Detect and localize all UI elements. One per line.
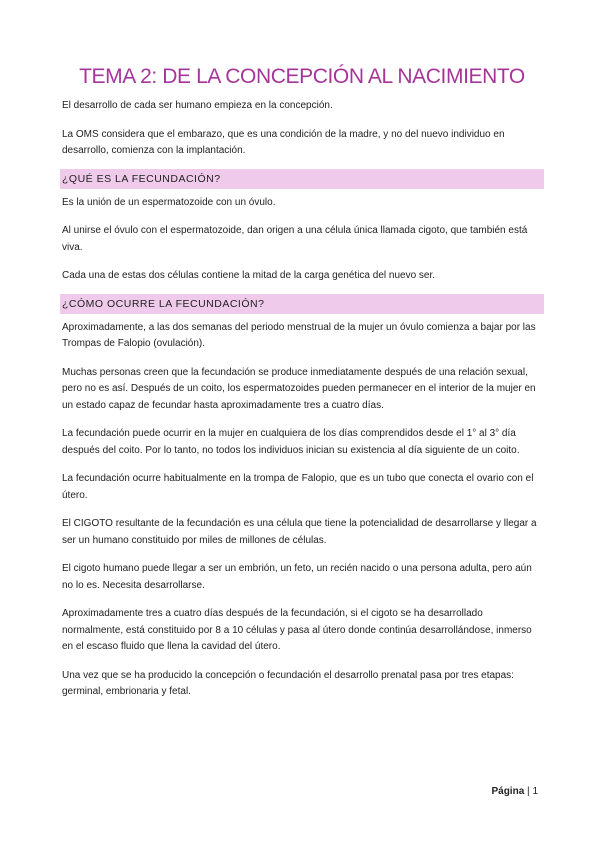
section1-paragraph: Es la unión de un espermatozoide con un óvulo. [62,196,276,208]
section2-paragraph: El CIGOTO resultante de la fecundación es una célula que tiene la potencialidad de desarrollarse y llegar a ser un humano constituido por miles de millones de células. [62,518,537,546]
section1-paragraph: Al unirse el óvulo con el espermatozoide, dan origen a una célula única llamada cigoto, que también está viva. [62,225,528,253]
section2-paragraph: Aproximadamente tres a cuatro días después de la fecundación, si el cigoto se ha desarrollado normalmente, está constituido por 8 a 10 células y pasa al útero donde continúa desarrollándose, inmerso en el escaso fluido que llena la cavidad del útero. [62,608,532,652]
intro-paragraph: El desarrollo de cada ser humano empieza en la concepción. [62,100,333,111]
section2-paragraph: Muchas personas creen que la fecundación se produce inmediatamente después de una relación sexual, pero no es así. Después de un coito, los espermatozoides pueden permanecer en el interior de la mujer en un estado capaz de fecundar hasta aproximadamente tres a cuatro días. [62,366,536,411]
section-heading-que-es: ¿QUÉ ES LA FECUNDACIÓN? [60,169,544,189]
intro-paragraph: La OMS considera que el embarazo, que es una condición de la madre, y no del nuevo individuo en desarrollo, comienza con la implantación. [62,128,505,156]
page-separator: | [527,786,530,797]
section2-paragraph: El cigoto humano puede llegar a ser un embrión, un feto, un recién nacido o una persona adulta, pero aún no lo es. Necesita desarrollarse. [62,563,532,591]
page-title: TEMA 2: DE LA CONCEPCIÓN AL NACIMIENTO [79,65,525,88]
section-heading-como-ocurre: ¿CÓMO OCURRE LA FECUNDACIÓN? [60,294,544,314]
section2-paragraph: Aproximadamente, a las dos semanas del periodo menstrual de la mujer un óvulo comienza a bajar por las Trompas de Falopio (ovulación). [62,321,536,349]
document-page [62,64,542,701]
page-label: Página [491,786,525,797]
page-number: 1 [532,786,538,797]
page-footer [491,786,538,797]
section2-paragraph: Una vez que se ha producido la concepción o fecundación el desarrollo prenatal pasa por tres etapas: germinal, embrionaria y fetal. [62,669,514,697]
section2-paragraph: La fecundación puede ocurrir en la mujer en cualquiera de los días comprendidos desde el 1° al 3° día después del coito. Por lo tanto, no todos los individuos inician su existencia al día siguiente de un coito. [62,428,520,456]
section2-paragraph: La fecundación ocurre habitualmente en la trompa de Falopio, que es un tubo que conecta el ovario con el útero. [62,473,534,501]
section1-paragraph: Cada una de estas dos células contiene la mitad de la carga genética del nuevo ser. [62,270,436,281]
